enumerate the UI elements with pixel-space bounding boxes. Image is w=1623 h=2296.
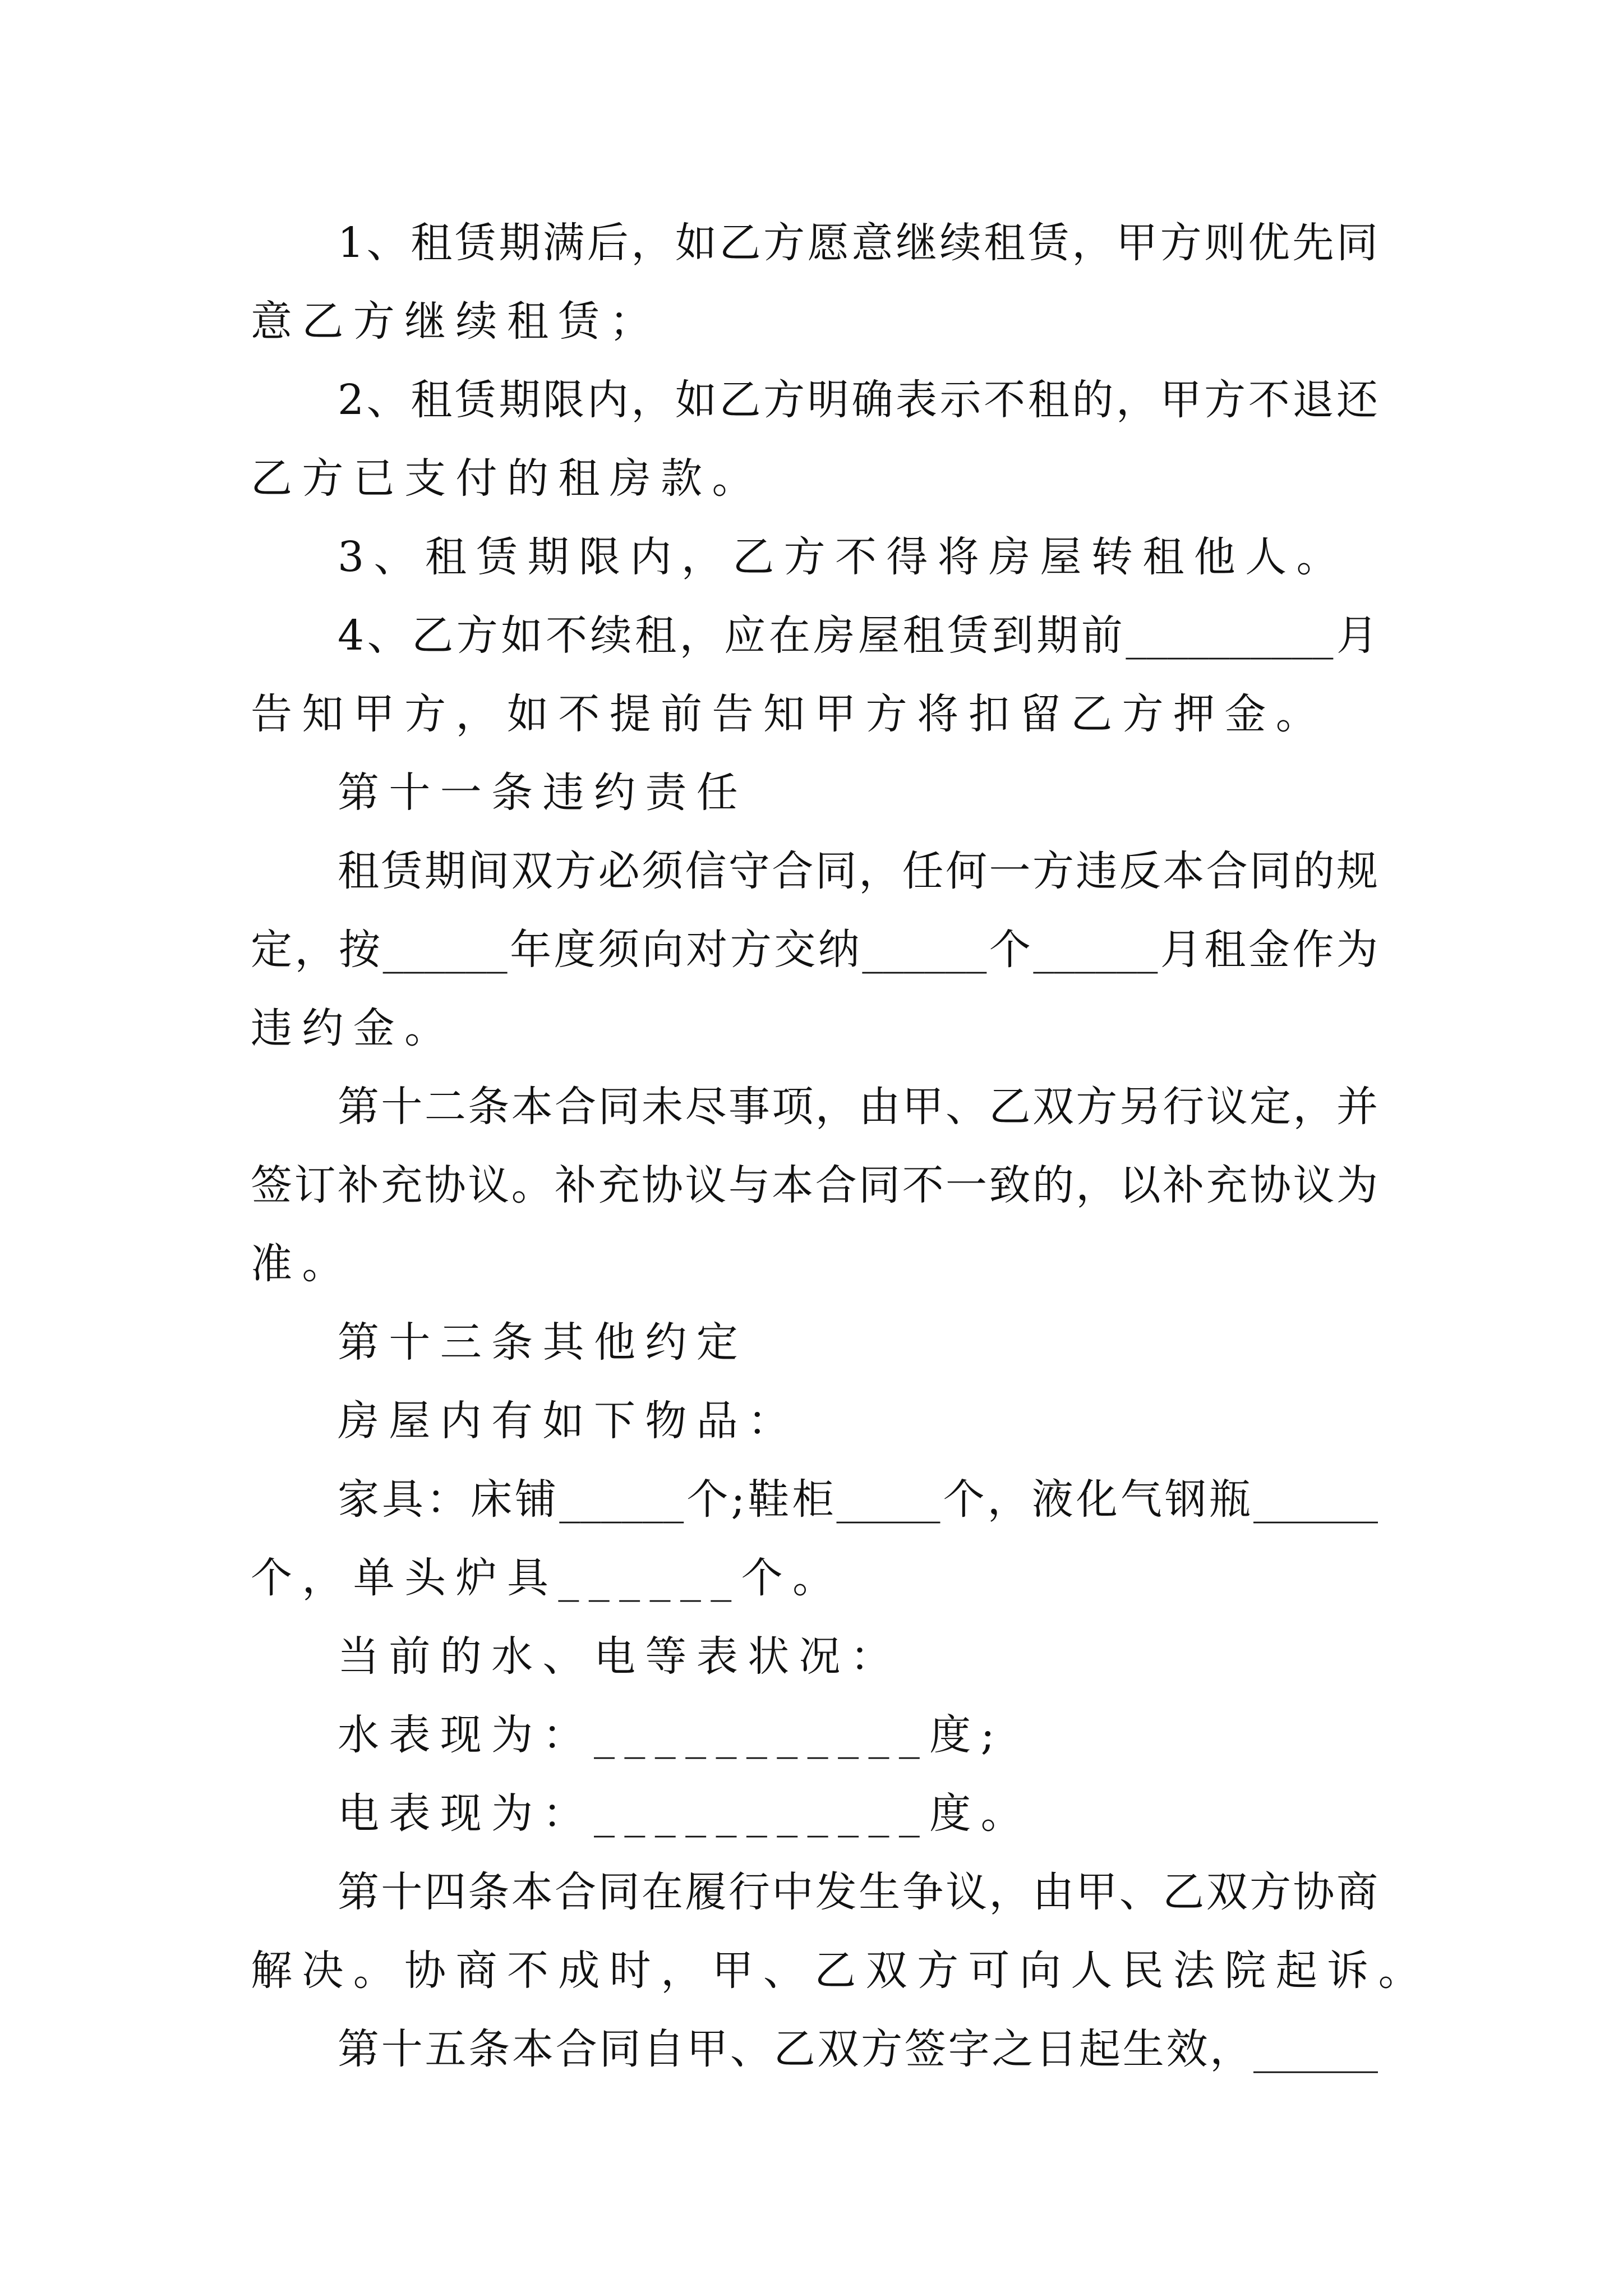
text-line: 准。 xyxy=(251,1240,353,1288)
text-line: 第十四条本合同在履行中发生争议，由甲、乙双方协商 xyxy=(338,1868,1378,1916)
section-heading: 第十一条违约责任 xyxy=(338,769,748,817)
text-line: 租赁期间双方必须信守合同，任何一方违反本合同的规 xyxy=(338,847,1378,895)
text-line: 当前的水、电等表状况： xyxy=(338,1632,902,1681)
text-line: 解决。协商不成时，甲、乙双方可向人民法院起诉。 xyxy=(251,1947,1430,1995)
text-line: 签订补充协议。补充协议与本合同不一致的，以补充协议为 xyxy=(251,1161,1378,1209)
text-line: 家具：床铺______个;鞋柜_____个，液化气钢瓶______ xyxy=(338,1475,1378,1524)
text-line: 乙方已支付的租房款。 xyxy=(251,454,763,503)
text-line: 1、租赁期满后，如乙方愿意继续租赁，甲方则优先同 xyxy=(338,219,1378,267)
text-line: 告知甲方，如不提前告知甲方将扣留乙方押金。 xyxy=(251,690,1327,738)
text-line: 第十五条本合同自甲、乙双方签字之日起生效，______ xyxy=(338,2025,1378,2073)
text-line: 意乙方继续租赁； xyxy=(251,297,661,346)
text-line: 第十二条本合同未尽事项，由甲、乙双方另行议定，并 xyxy=(338,1083,1378,1131)
text-line: 2、租赁期限内，如乙方明确表示不租的，甲方不退还 xyxy=(338,376,1378,424)
section-heading: 第十三条其他约定 xyxy=(338,1318,748,1366)
text-line: 定，按______年度须向对方交纳______个______月租金作为 xyxy=(251,926,1378,974)
text-line: 违约金。 xyxy=(251,1004,456,1052)
text-line: 个，单头炉具______个。 xyxy=(251,1554,844,1602)
text-line: 房屋内有如下物品： xyxy=(338,1397,799,1445)
text-line: 电表现为：___________度。 xyxy=(338,1789,1032,1838)
text-line: 3、租赁期限内，乙方不得将房屋转租他人。 xyxy=(338,533,1348,581)
text-line: 水表现为：___________度; xyxy=(338,1711,1004,1759)
text-line: 4、乙方如不续租，应在房屋租赁到期前__________月 xyxy=(338,611,1378,660)
